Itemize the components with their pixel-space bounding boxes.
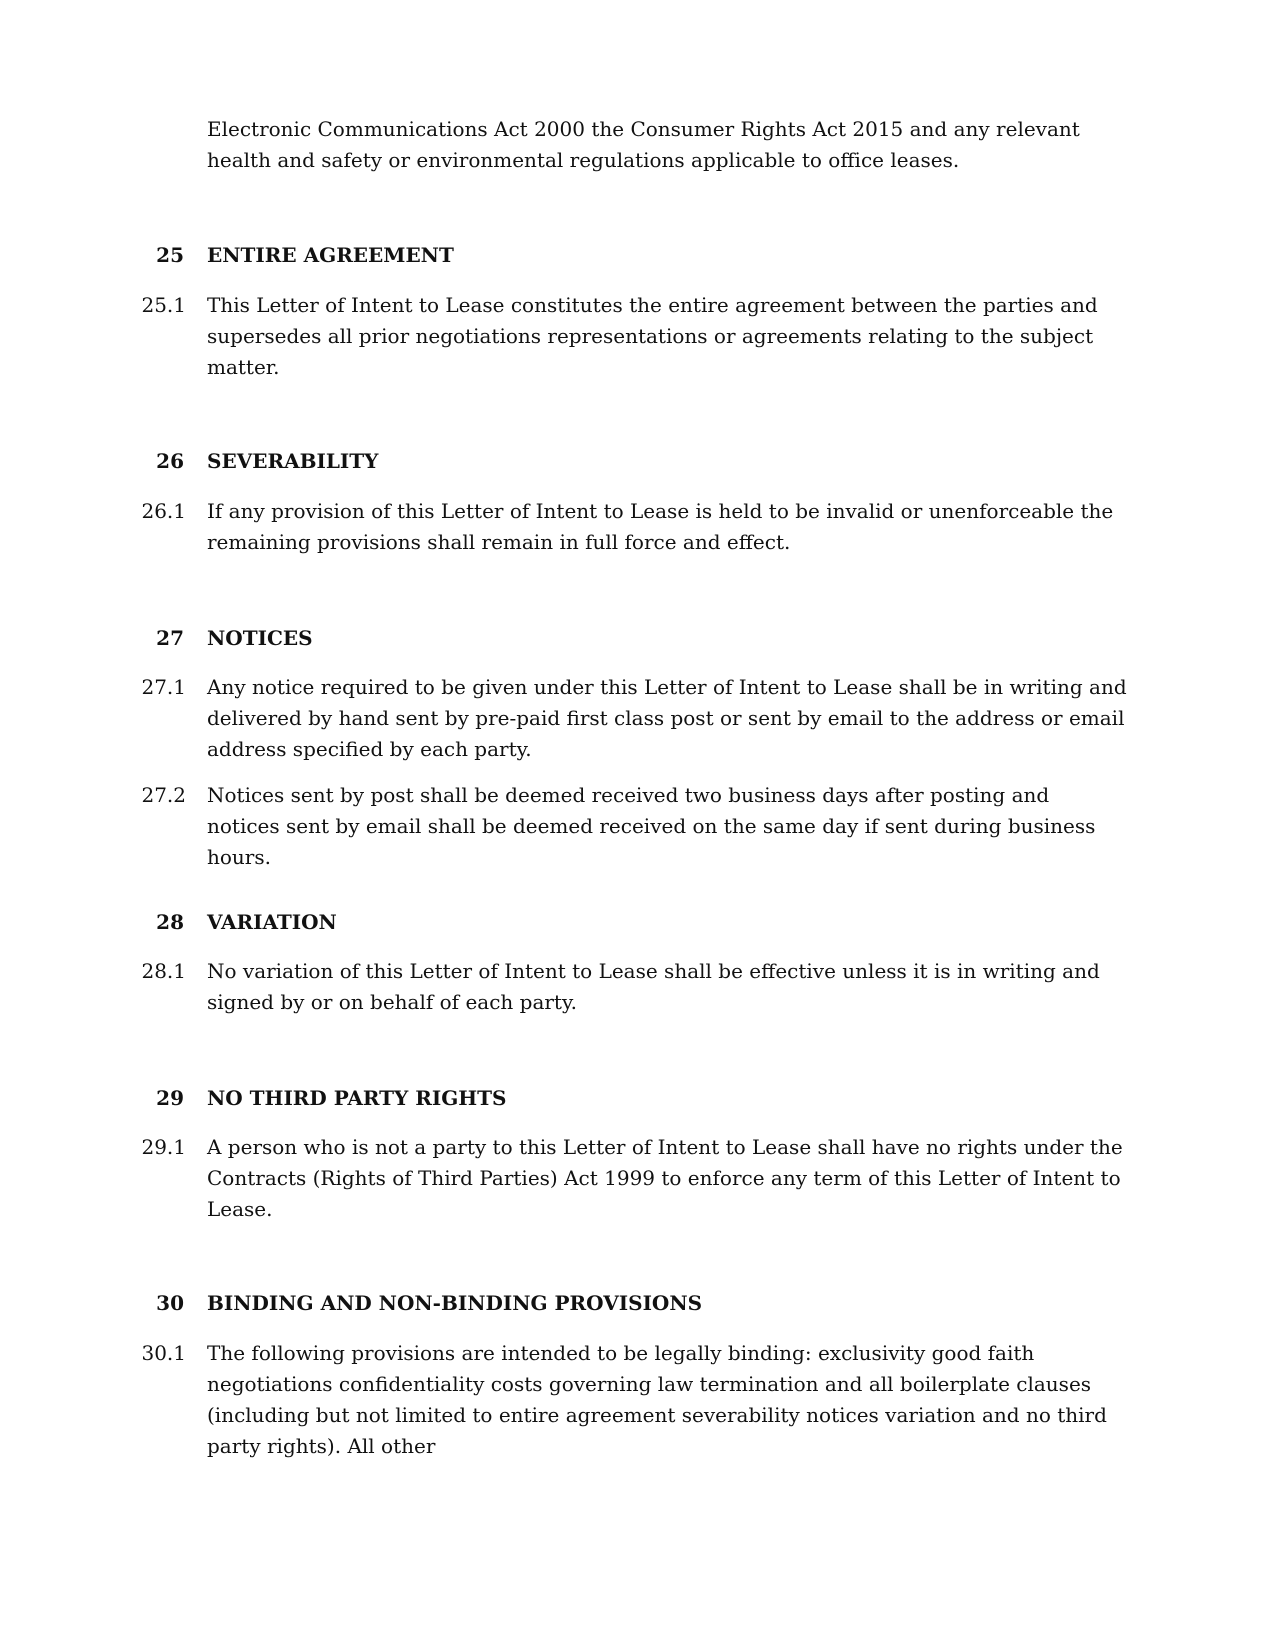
section-number: 27 xyxy=(156,626,184,650)
clause-text: This Letter of Intent to Lease constitutes the entire agreement between the parties and supersedes all prior negotiations representations or agreements relating to the subject matter. xyxy=(207,293,1098,379)
clause-number: 25.1 xyxy=(141,293,186,317)
clause-text: No variation of this Letter of Intent to Lease shall be effective unless it is in writing and signed by or on behalf of each party. xyxy=(207,959,1100,1014)
clause-text: The following provisions are intended to be legally binding: exclusivity good faith negotiations confidentiality costs governing law termination and all boilerplate clauses (including but not limited to entire agreement severability notices variation and no third party rights). All other xyxy=(207,1341,1107,1458)
clause-number: 27.2 xyxy=(141,783,186,807)
clause-text: A person who is not a party to this Letter of Intent to Lease shall have no rights under the Contracts (Rights of Third Parties) Act 1999 to enforce any term of this Letter of Intent to Lease. xyxy=(207,1135,1123,1221)
clause-number: 27.1 xyxy=(141,675,186,699)
section-number: 29 xyxy=(156,1086,184,1110)
section-title: BINDING AND NON-BINDING PROVISIONS xyxy=(207,1291,703,1315)
clause-text: Any notice required to be given under this Letter of Intent to Lease shall be in writing and delivered by hand sent by pre-paid first class post or sent by email to the address or email address specified by each party. xyxy=(207,675,1127,761)
clause-text: Notices sent by post shall be deemed received two business days after posting and notices sent by email shall be deemed received on the same day if sent during business hours. xyxy=(207,783,1096,869)
section-number: 30 xyxy=(156,1291,184,1315)
section-title: VARIATION xyxy=(207,910,337,934)
clause-number: 30.1 xyxy=(141,1341,186,1365)
clause-number: 29.1 xyxy=(141,1135,186,1159)
clause-number: 28.1 xyxy=(141,959,186,983)
section-number: 26 xyxy=(156,449,184,473)
section-title: NOTICES xyxy=(207,626,313,650)
section-title: SEVERABILITY xyxy=(207,449,379,473)
intro-paragraph: Electronic Communications Act 2000 the Consumer Rights Act 2015 and any relevant health and safety or environmental regulations applicable to office leases. xyxy=(207,117,1080,172)
clause-number: 26.1 xyxy=(141,499,186,523)
section-title: NO THIRD PARTY RIGHTS xyxy=(207,1086,507,1110)
section-number: 25 xyxy=(156,243,184,267)
section-number: 28 xyxy=(156,910,184,934)
section-title: ENTIRE AGREEMENT xyxy=(207,243,454,267)
clause-text: If any provision of this Letter of Intent to Lease is held to be invalid or unenforceable the remaining provisions shall remain in full force and effect. xyxy=(207,499,1114,554)
